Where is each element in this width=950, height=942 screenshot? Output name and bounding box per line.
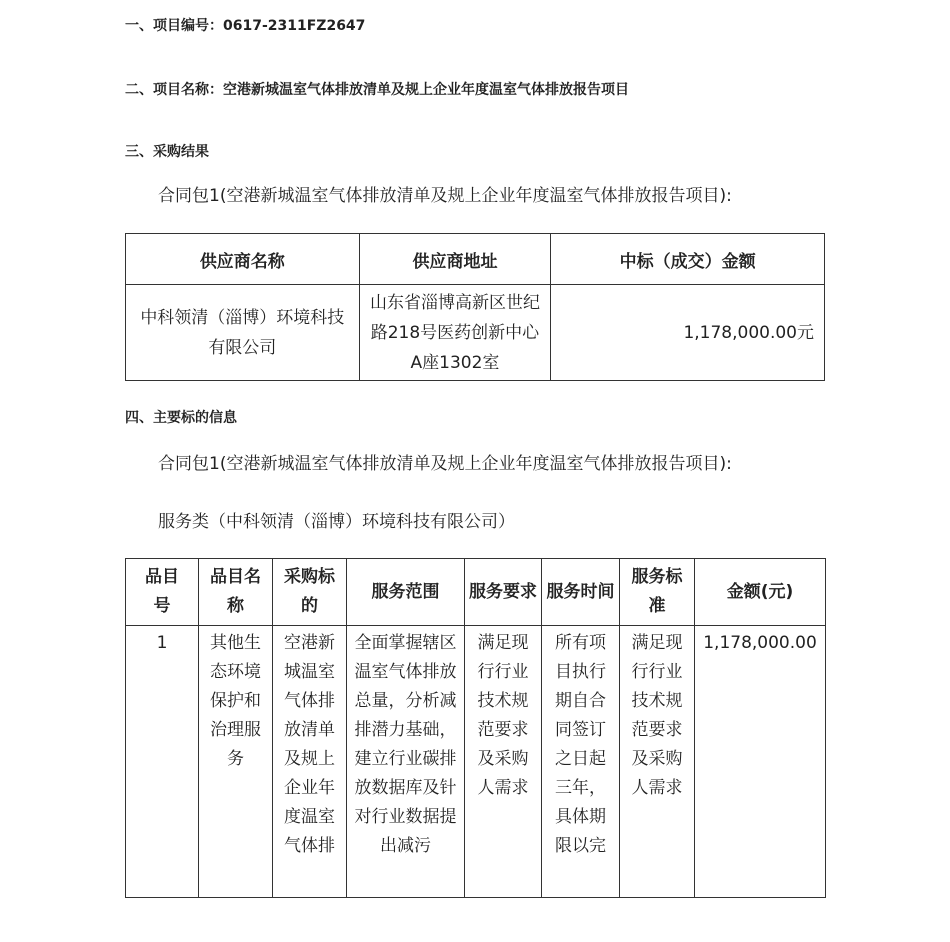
amount-cell xyxy=(695,626,826,898)
table-row xyxy=(126,626,826,898)
table-row xyxy=(126,285,825,381)
subject-cell xyxy=(273,626,347,898)
item-no: 1 xyxy=(156,633,168,653)
procurement-results-heading: 三、采购结果 xyxy=(125,144,209,160)
main-info-contract-package-line: 合同包1(空港新城温室气体排放清单及规上企业年度温室气体排放报告项目): xyxy=(158,454,732,474)
project-name-heading: 二、项目名称：空港新城温室气体排放清单及规上企业年度温室气体排放报告项目 xyxy=(125,82,629,98)
header-subject-label: 采购标的 xyxy=(284,567,335,616)
results-table-header-row xyxy=(126,234,825,285)
header-time-label: 服务时间 xyxy=(546,581,615,602)
standard-cell xyxy=(620,626,695,898)
item-name: 其他生态环境保护和治理服务 xyxy=(210,633,261,769)
category-line: 服务类（中科领清（淄博）环境科技有限公司） xyxy=(158,512,515,532)
standard: 满足现行行业技术规范要求及采购人需求 xyxy=(631,633,683,798)
header-subject xyxy=(273,559,347,626)
contract-package-line: 合同包1(空港新城温室气体排放清单及规上企业年度温室气体排放报告项目): xyxy=(158,186,732,206)
items-table-header-row xyxy=(126,559,826,626)
header-scope xyxy=(347,559,465,626)
header-standard-label: 服务标准 xyxy=(631,567,683,616)
header-amount-label: 金额(元) xyxy=(726,581,794,602)
main-info-heading: 四、主要标的信息 xyxy=(125,410,237,426)
header-item-no xyxy=(126,559,199,626)
requirement: 满足现行行业技术规范要求及采购人需求 xyxy=(477,633,529,798)
supplier-address-cell xyxy=(359,285,551,381)
items-table xyxy=(125,558,826,898)
time-cell xyxy=(542,626,620,898)
header-time xyxy=(542,559,620,626)
scope: 全面掌握辖区温室气体排放总量，分析减排潜力基础，建立行业碳排放数据库及针对行业数据提出减污 xyxy=(354,633,457,856)
header-scope-label: 服务范围 xyxy=(371,581,440,602)
subject: 空港新城温室气体排放清单及规上企业年度温室气体排 xyxy=(284,633,335,856)
header-requirement-label: 服务要求 xyxy=(469,581,537,602)
bid-amount-cell xyxy=(551,285,825,381)
bid-amount: 1,178,000.00元 xyxy=(683,322,814,343)
service-time: 所有项目执行期自合同签订之日起三年，具体期限以完 xyxy=(555,633,606,856)
supplier-address: 山东省淄博高新区世纪路218号医药创新中心A座1302室 xyxy=(369,292,540,373)
supplier-name-cell xyxy=(126,285,360,381)
item-name-cell xyxy=(199,626,273,898)
header-supplier-address: 供应商地址 xyxy=(359,234,551,285)
header-item-no-label: 品目号 xyxy=(145,567,179,616)
header-item-name xyxy=(199,559,273,626)
header-item-name-label: 品目名称 xyxy=(210,567,261,616)
item-no-cell xyxy=(126,626,199,898)
item-amount: 1,178,000.00 xyxy=(703,633,817,653)
header-standard xyxy=(620,559,695,626)
header-supplier-name: 供应商名称 xyxy=(126,234,360,285)
results-table xyxy=(125,233,825,381)
requirement-cell xyxy=(465,626,542,898)
supplier-name: 中科领清（淄博）环境科技有限公司 xyxy=(140,307,345,358)
scope-cell xyxy=(347,626,465,898)
header-amount xyxy=(695,559,826,626)
project-number-heading: 一、项目编号：0617-2311FZ2647 xyxy=(125,18,366,34)
header-requirement xyxy=(465,559,542,626)
header-bid-amount: 中标（成交）金额 xyxy=(551,234,825,285)
